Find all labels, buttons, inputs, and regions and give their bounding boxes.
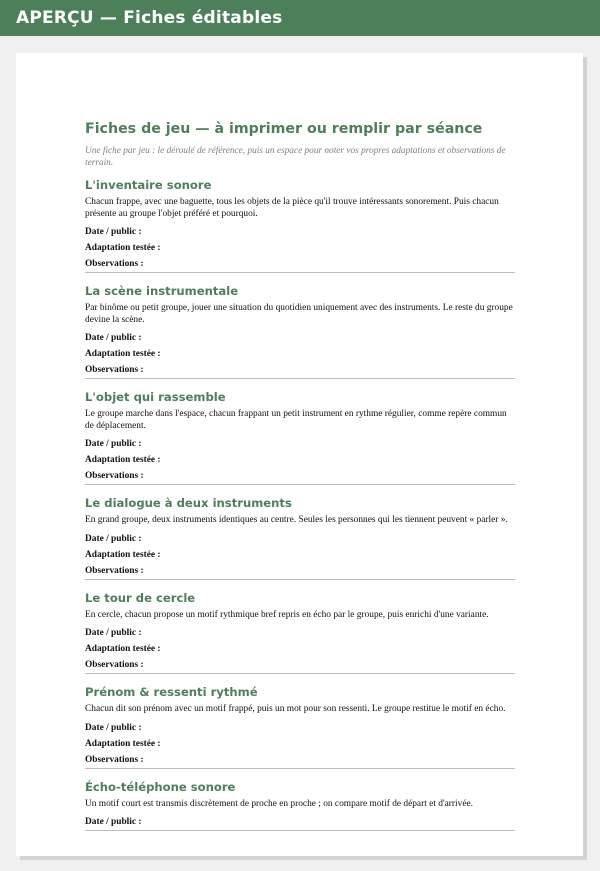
- sheet-field-label: Date / public :: [85, 628, 142, 638]
- sheet-field-label: Adaptation testée :: [85, 455, 161, 465]
- sheet-title: Le dialogue à deux instruments: [85, 496, 292, 510]
- sheet-field-label: Date / public :: [85, 722, 142, 733]
- document-content: [85, 121, 515, 831]
- sheet-description: Le groupe marche dans l'espace, chacun frappant un petit instrument en rythme régulier, comme repère commun de déplacement.: [85, 409, 507, 431]
- sheet-field-label: Adaptation testée :: [85, 738, 161, 749]
- sheet-field-label: Date / public :: [85, 817, 142, 827]
- game-sheet: [85, 591, 515, 675]
- sheet-field-label: Observations :: [85, 565, 144, 576]
- sheet-field-label: Observations :: [85, 754, 144, 765]
- game-sheet: [85, 780, 515, 832]
- sheet-field-label: Adaptation testée :: [85, 243, 161, 253]
- sheet-title: Le tour de cercle: [85, 590, 196, 605]
- game-sheet: [85, 178, 515, 273]
- sheet-field-label: Date / public :: [85, 439, 142, 449]
- sheet-title: L'inventaire sonore: [85, 178, 212, 192]
- sheet-description: Chacun dit son prénom avec un motif frappé, puis un mot pour son ressenti. Le groupe restitue le motif en écho.: [85, 704, 506, 714]
- sheet-description: En grand groupe, deux instruments identiques au centre. Seules les personnes qui les tiennent peuvent « parler ».: [85, 515, 508, 525]
- sheet-list: [85, 178, 515, 831]
- sheet-field-label: Observations :: [85, 365, 144, 375]
- document-intro: Une fiche par jeu : le déroulé de référence, puis un espace pour noter vos propres adaptations et observations de terrain.: [85, 146, 506, 168]
- sheet-description: Un motif court est transmis discrètement de proche en proche ; on compare motif de départ et d'arrivée.: [85, 798, 474, 809]
- sheet-description: Chacun frappe, avec une baguette, tous les objets de la pièce qu'il trouve intéressants sonorement. Puis chacun présente au groupe l'objet préféré et pourquoi.: [85, 197, 499, 219]
- sheet-field-label: Observations :: [85, 471, 144, 481]
- game-sheet: [85, 496, 515, 580]
- sheet-title: Prénom & ressenti rythmé: [85, 685, 258, 699]
- sheet-field-label: Date / public :: [85, 227, 142, 237]
- sheet-field-label: Adaptation testée :: [85, 349, 161, 359]
- sheet-field-label: Observations :: [85, 660, 144, 670]
- preview-title: APERÇU — Fiches éditables: [16, 8, 283, 28]
- sheet-description: Par binôme ou petit groupe, jouer une situation du quotidien uniquement avec des instruments. Le reste du groupe devine la scène.: [85, 303, 513, 325]
- sheet-field-label: Date / public :: [85, 533, 142, 544]
- game-sheet: [85, 390, 515, 485]
- sheet-field-label: Adaptation testée :: [85, 549, 161, 560]
- document-page: [16, 53, 583, 856]
- game-sheet: [85, 685, 515, 769]
- document-title: Fiches de jeu — à imprimer ou remplir par séance: [85, 121, 483, 137]
- preview-header: [0, 0, 600, 36]
- sheet-description: En cercle, chacun propose un motif rythmique bref repris en écho par le groupe, puis enrichi d'une variante.: [85, 609, 489, 620]
- sheet-field-label: Observations :: [85, 259, 144, 269]
- sheet-title: La scène instrumentale: [85, 284, 239, 298]
- game-sheet: [85, 284, 515, 379]
- sheet-title: L'objet qui rassemble: [85, 390, 226, 404]
- sheet-field-label: Date / public :: [85, 333, 142, 343]
- sheet-field-label: Adaptation testée :: [85, 644, 161, 654]
- sheet-title: Écho-téléphone sonore: [85, 779, 236, 794]
